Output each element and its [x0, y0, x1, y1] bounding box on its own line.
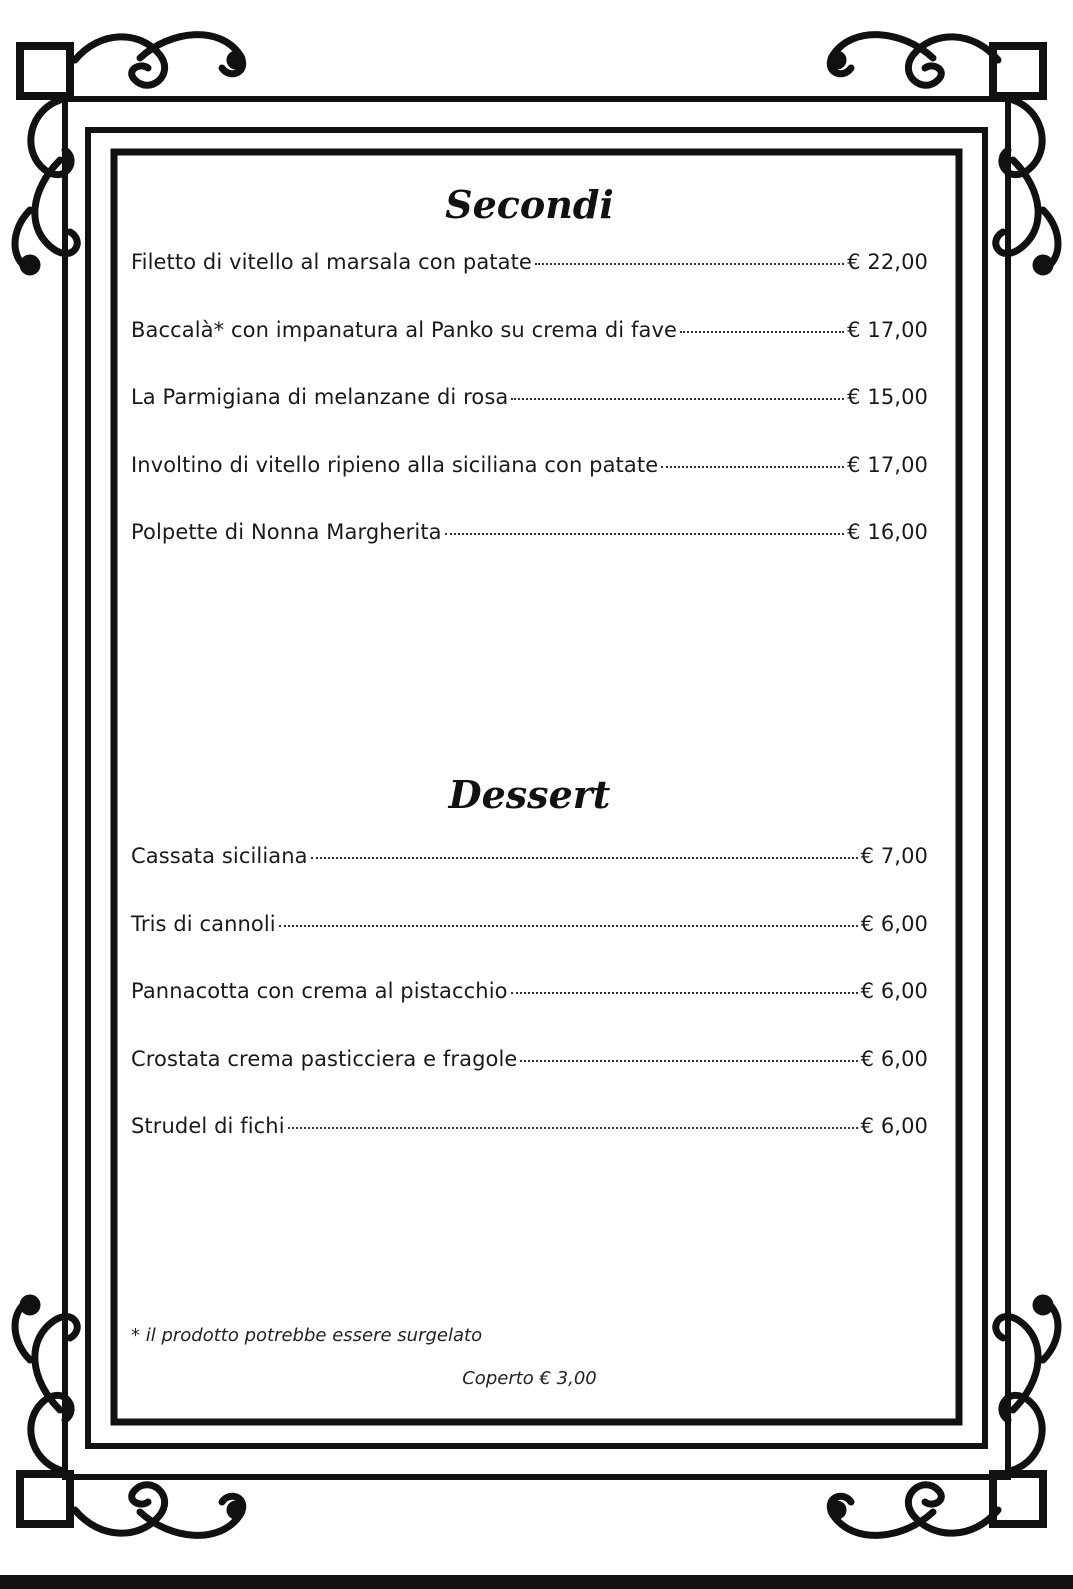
- item-name: La Parmigiana di melanzane di rosa: [131, 385, 509, 409]
- dot-leader: [311, 857, 858, 859]
- dot-leader: [511, 992, 858, 994]
- corner-top-right: [993, 46, 1043, 96]
- dot-leader: [680, 331, 844, 333]
- section-title: Secondi: [445, 182, 614, 227]
- cover-charge: Coperto € 3,00: [462, 1368, 597, 1389]
- dot-leader: [511, 398, 844, 400]
- footnote: * il prodotto potrebbe essere surgelato: [131, 1325, 483, 1346]
- item-price: € 22,00: [847, 250, 928, 274]
- menu-item: [131, 520, 928, 588]
- menu-list: [131, 844, 928, 1182]
- item-name: Baccalà* con impanatura al Panko su crema di fave: [131, 317, 678, 342]
- section-title: Dessert: [448, 772, 611, 817]
- item-price: € 6,00: [860, 1114, 928, 1138]
- item-price: € 17,00: [847, 317, 928, 342]
- menu-item: [131, 453, 928, 521]
- item-price: € 7,00: [860, 844, 928, 868]
- scroll-ornament-bottom-right: [830, 1298, 1058, 1535]
- item-name: Cassata siciliana: [131, 844, 308, 868]
- bottom-bar: [0, 1575, 1073, 1589]
- dot-leader: [288, 1127, 858, 1129]
- item-price: € 6,00: [860, 1046, 928, 1071]
- item-name: Pannacotta con crema al pistacchio: [131, 979, 508, 1003]
- menu-item: [131, 1114, 928, 1182]
- item-price: € 15,00: [847, 385, 928, 409]
- item-price: € 6,00: [860, 979, 928, 1003]
- item-name: Tris di cannoli: [131, 911, 276, 936]
- item-name: Polpette di Nonna Margherita: [131, 520, 442, 544]
- dot-leader: [279, 925, 858, 927]
- item-price: € 6,00: [860, 911, 928, 936]
- dot-leader: [520, 1060, 857, 1062]
- dot-leader: [661, 466, 844, 468]
- corner-bottom-right: [993, 1474, 1043, 1524]
- menu-item: [131, 912, 928, 980]
- item-price: € 16,00: [847, 520, 928, 544]
- menu-item: [131, 1047, 928, 1115]
- menu-section-secondi: [131, 170, 928, 588]
- menu-item: [131, 318, 928, 386]
- item-name: Filetto di vitello al marsala con patate: [131, 250, 532, 274]
- item-price: € 17,00: [847, 452, 928, 477]
- menu-list: [131, 250, 928, 588]
- menu-item: [131, 979, 928, 1047]
- item-name: Strudel di fichi: [131, 1114, 285, 1138]
- dot-leader: [535, 263, 844, 265]
- corner-top-left: [20, 46, 70, 96]
- menu-section-dessert: [131, 760, 928, 1182]
- item-name: Involtino di vitello ripieno alla siciliana con patate: [131, 452, 659, 477]
- menu-item: [131, 250, 928, 318]
- item-name: Crostata crema pasticciera e fragole: [131, 1046, 518, 1071]
- corner-bottom-left: [20, 1474, 70, 1524]
- menu-item: [131, 844, 928, 912]
- dot-leader: [445, 533, 844, 535]
- menu-item: [131, 385, 928, 453]
